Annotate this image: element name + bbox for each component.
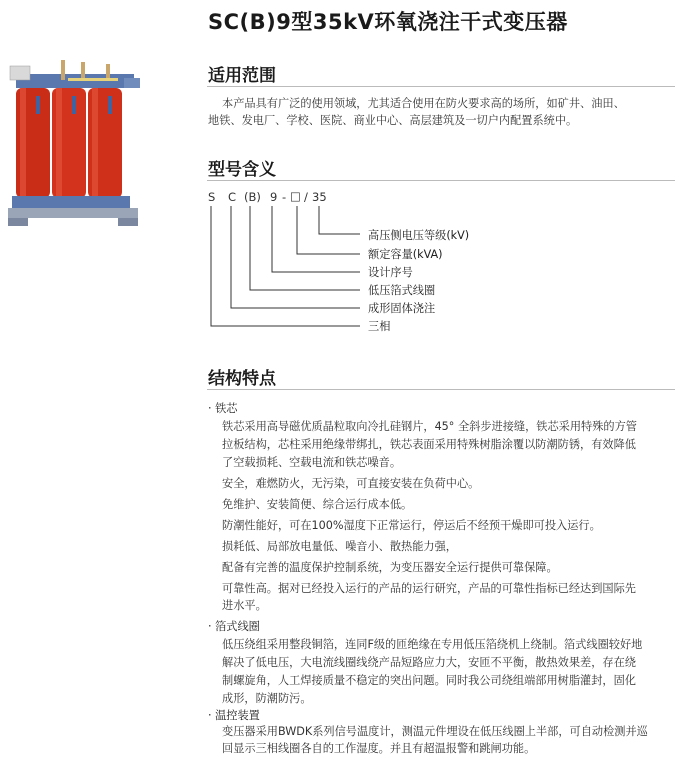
label-lv-foil: 低压箔式线圈	[368, 284, 436, 297]
code-b: (B)	[244, 190, 261, 204]
scope-heading: 适用范围	[208, 66, 276, 86]
bullet-foil-coil: · 箔式线圈	[208, 620, 260, 633]
label-three-phase: 三相	[368, 320, 391, 333]
model-heading: 型号含义	[208, 160, 276, 180]
bullet-temp-control: · 温控装置	[208, 709, 260, 722]
core-para3: 免维护、安装简便、综合运行成本低。	[222, 498, 413, 511]
code-c: C	[228, 190, 237, 204]
page-title: SC(B)9型35kV环氧浇注干式变压器	[208, 10, 568, 34]
label-design-seq: 设计序号	[368, 266, 413, 279]
label-cast: 成形固体浇注	[368, 302, 436, 315]
code-box: □	[290, 189, 301, 203]
core-para2: 安全，难燃防火，无污染，可直接安装在负荷中心。	[222, 477, 480, 490]
features-divider	[207, 389, 675, 390]
scope-text-line2: 地铁、发电厂、学校、医院、商业中心、高层建筑及一切户内配置系统中。	[208, 114, 578, 127]
core-para7-line2: 进水平。	[222, 599, 267, 612]
model-bracket-lines	[200, 204, 380, 344]
foil-line1: 低压绕组采用整段铜箔，连同F级的匝绝缘在专用低压箔绕机上绕制。箔式线圈较好地	[222, 638, 643, 651]
code-dash: -	[282, 190, 287, 204]
label-hv-level: 高压侧电压等级(kV)	[368, 229, 470, 242]
code-s: S	[208, 190, 216, 204]
core-para1-line1: 铁芯采用高导磁优质晶粒取向冷扎硅钢片，45° 全斜步进接缝，铁芯采用特殊的方管	[222, 420, 637, 433]
model-divider	[207, 180, 675, 181]
foil-line4: 成形，防潮防污。	[222, 692, 312, 705]
core-para5: 损耗低、局部放电量低、噪音小、散热能力强，	[222, 540, 457, 553]
core-para6: 配备有完善的温度保护控制系统，为变压器安全运行提供可靠保障。	[222, 561, 558, 574]
core-para4: 防潮性能好，可在100%湿度下正常运行，停运后不经预干燥即可投入运行。	[222, 519, 601, 532]
core-para7-line1: 可靠性高。据对已经投入运行的产品的运行研究，产品的可靠性指标已经达到国际先	[222, 582, 636, 595]
foil-line2: 解决了低电压，大电流线圈线绕产品短路应力大，安匝不平衡，散热效果差，存在绕	[222, 656, 636, 669]
features-heading: 结构特点	[208, 369, 276, 389]
core-para1-line2: 拉板结构，芯柱采用绝缘带绑扎，铁芯表面采用特殊树脂涂覆以防潮防锈，有效降低	[222, 438, 636, 451]
scope-divider	[207, 86, 675, 87]
bullet-core: · 铁芯	[208, 402, 238, 415]
temp-line1: 变压器采用BWDK系列信号温度计，测温元件埋设在低压线圈上半部，可自动检测并巡	[222, 725, 648, 738]
temp-line2: 回显示三相线圈各自的工作湿度。并且有超温报警和跳闸功能。	[222, 742, 536, 755]
label-rated-capacity: 额定容量(kVA)	[368, 248, 443, 261]
foil-line3: 制螺旋角，人工焊接质量不稳定的突出问题。同时我公司绕组端部用树脂灌封，固化	[222, 674, 636, 687]
code-35: 35	[312, 190, 327, 204]
code-9: 9	[270, 190, 278, 204]
scope-text-line1: 本产品具有广泛的使用领域，尤其适合使用在防火要求高的场所，如矿井、油田、	[222, 97, 625, 110]
code-slash: /	[304, 190, 308, 204]
transformer-image	[6, 56, 156, 236]
core-para1-line3: 了空载损耗、空载电流和铁芯噪音。	[222, 456, 402, 469]
